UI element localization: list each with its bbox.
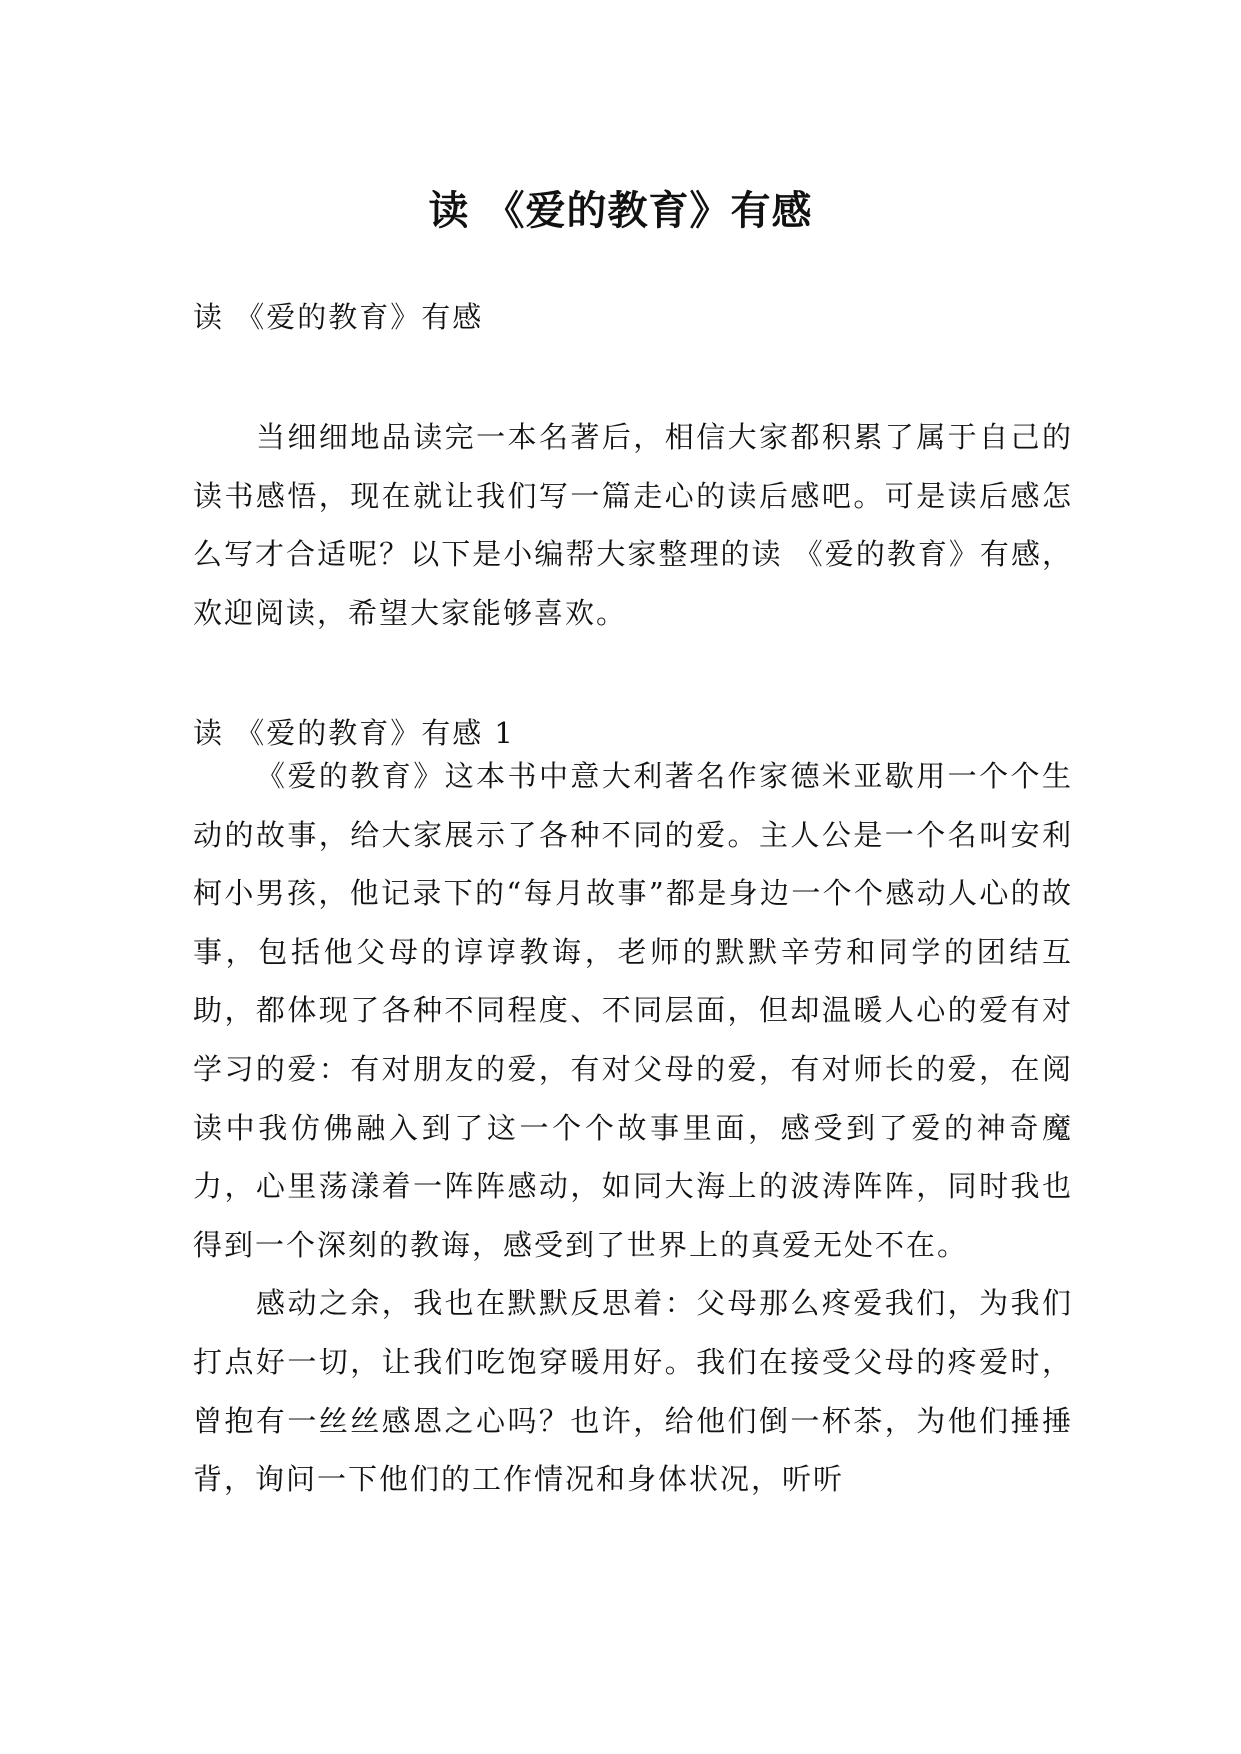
section-heading: 读 《爱的教育》有感 1	[193, 716, 515, 750]
document-subtitle: 读 《爱的教育》有感	[193, 300, 484, 334]
intro-paragraph: 当细细地品读完一本名著后，相信大家都积累了属于自己的读书感悟，现在就让我们写一篇走心的读后感吧。可是读后感怎么写才合适呢？以下是小编帮大家整理的读 《爱的教育》有感，欢迎阅读，希望大家能够喜欢。	[193, 420, 1073, 630]
section-paragraph: 《爱的教育》这本书中意大利著名作家德米亚歇用一个个生动的故事，给大家展示了各种不同的爱。主人公是一个名叫安利柯小男孩，他记录下的“每月故事”都是身边一个个感动人心的故事，包括他父母的谆谆教诲，老师的默默辛劳和同学的团结互助，都体现了各种不同程度、不同层面，但却温暖人心的爱有对学习的爱：有对朋友的爱，有对父母的爱，有对师长的爱，在阅读中我仿佛融入到了这一个个故事里面，感受到了爱的神奇魔力，心里荡漾着一阵阵感动，如同大海上的波涛阵阵，同时我也得到一个深刻的教诲，感受到了世界上的真爱无处不在。	[193, 759, 1073, 1262]
section-body	[193, 747, 1073, 1509]
section-paragraph: 感动之余，我也在默默反思着：父母那么疼爱我们，为我们打点好一切，让我们吃饱穿暖用好。我们在接受父母的疼爱时，曾抱有一丝丝感恩之心吗？也许，给他们倒一杯茶，为他们捶捶背，询问一下他们的工作情况和身体状况，听听	[193, 1286, 1073, 1497]
document-title: 读 《爱的教育》有感	[428, 186, 813, 234]
